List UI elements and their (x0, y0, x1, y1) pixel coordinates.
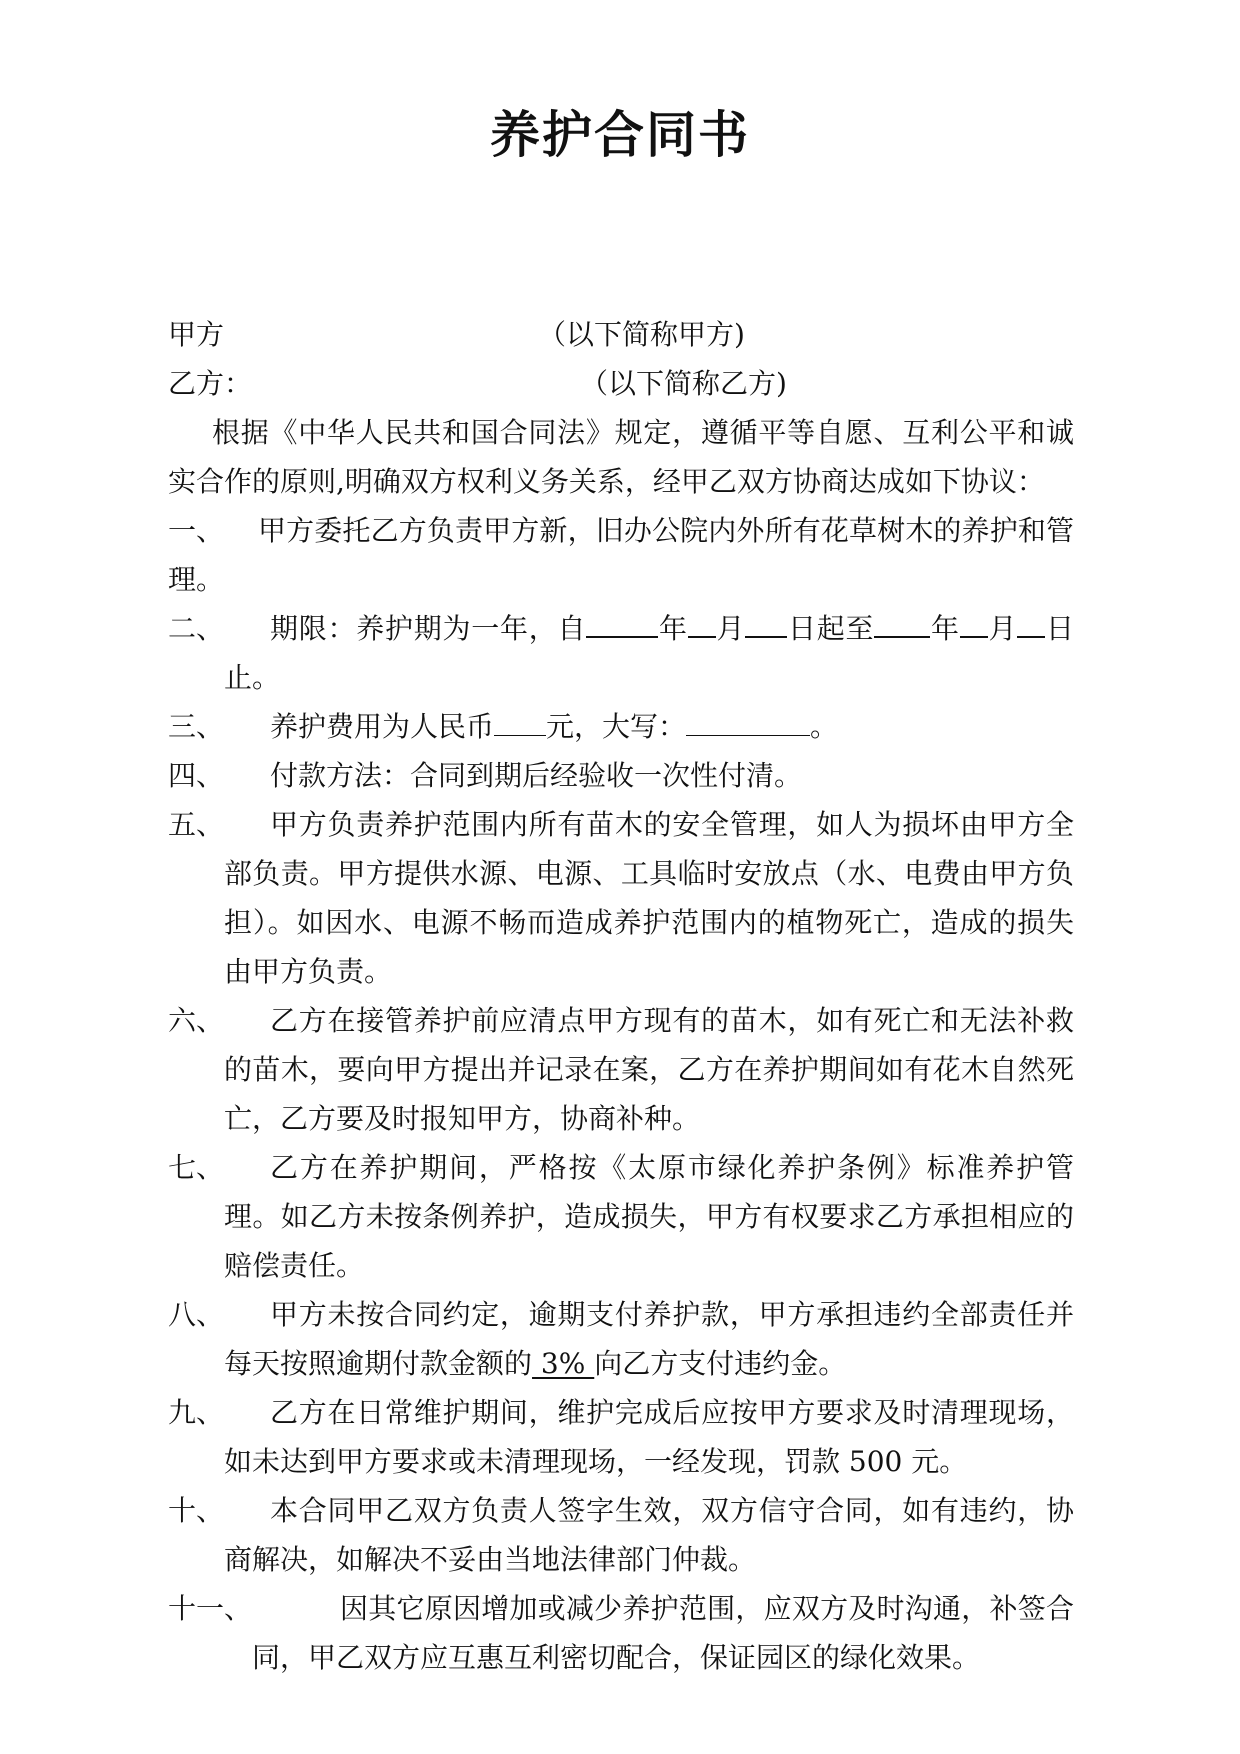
start-month-blank (688, 606, 716, 638)
clause-9 (168, 1388, 1074, 1486)
party-b-note: （以下简称乙方) (580, 367, 787, 400)
party-a-label: 甲方 (168, 318, 225, 351)
start-day-blank (745, 606, 787, 638)
clause-text: 乙方在日常维护期间，维护完成后应按甲方要求及时清理现场，如未达到甲方要求或未清理现场，一经发现，罚款 500 元。 (224, 1396, 1074, 1478)
party-a-line (168, 310, 1074, 359)
end-day-blank (1017, 606, 1045, 638)
clause-number: 三、 (168, 710, 225, 743)
clause-5 (168, 800, 1074, 996)
penalty-rate: 3% (532, 1347, 595, 1380)
clause-text: 甲方委托乙方负责甲方新，旧办公院内外所有花草树木的养护和管理。 (168, 514, 1074, 596)
intro-paragraph: 根据《中华人民共和国合同法》规定，遵循平等自愿、互利公平和诚实合作的原则,明确双方权利义务关系，经甲乙双方协商达成如下协议： (168, 416, 1074, 498)
clause-text: 养护费用为人民币 元，大写： 。 (224, 702, 1074, 751)
clause-number: 六、 (168, 1004, 225, 1037)
clause-text: 甲方负责养护范围内所有苗木的安全管理，如人为损坏由甲方全部负责。甲方提供水源、电源、工具临时安放点（水、电费由甲方负担）。如因水、电源不畅而造成养护范围内的植物死亡，造成的损失由甲方负责。 (224, 808, 1074, 988)
clause-number: 一、 (168, 514, 225, 547)
party-b-line (168, 359, 1074, 408)
party-b-label: 乙方： (168, 367, 253, 400)
clause-number: 四、 (168, 759, 225, 792)
clause-number: 二、 (168, 612, 225, 645)
clause-number: 十、 (168, 1494, 225, 1527)
amount-blank (494, 705, 546, 736)
clause-text: 乙方在养护期间，严格按《太原市绿化养护条例》标准养护管理。如乙方未按条例养护，造成损失，甲方有权要求乙方承担相应的赔偿责任。 (224, 1151, 1074, 1282)
clause-text: 因其它原因增加或减少养护范围，应双方及时沟通，补签合同，甲乙双方应互惠互利密切配合，保证园区的绿化效果。 (252, 1592, 1074, 1674)
clause-number: 十一、 (168, 1592, 253, 1625)
end-month-blank (960, 606, 988, 638)
clause-3 (168, 702, 1074, 751)
clause-text: 期限：养护期为一年，自 年 月 日起至 年 月 日止。 (224, 604, 1074, 702)
clause-number: 九、 (168, 1396, 225, 1429)
clause-2 (168, 604, 1074, 702)
clause-10 (168, 1486, 1074, 1584)
clause-6 (168, 996, 1074, 1143)
party-a-note: （以下简称甲方) (538, 318, 745, 351)
contract-body (168, 310, 1074, 1682)
clause-text: 付款方法：合同到期后经验收一次性付清。 (270, 759, 803, 792)
clause-4 (168, 751, 1074, 800)
amount-words-blank (686, 705, 810, 736)
clause-text: 甲方未按合同约定，逾期支付养护款，甲方承担违约全部责任并每天按照逾期付款金额的 3% 向乙方支付违约金。 (224, 1298, 1074, 1380)
clause-text: 乙方在接管养护前应清点甲方现有的苗木，如有死亡和无法补救的苗木，要向甲方提出并记录在案，乙方在养护期间如有花木自然死亡，乙方要及时报知甲方，协商补种。 (224, 1004, 1074, 1135)
document-title: 养护合同书 (490, 105, 750, 164)
clause-text: 本合同甲乙双方负责人签字生效，双方信守合同，如有违约，协商解决，如解决不妥由当地法律部门仲裁。 (224, 1494, 1074, 1576)
clause-1 (168, 506, 1074, 604)
clause-number: 八、 (168, 1298, 225, 1331)
clause-number: 五、 (168, 808, 225, 841)
clause-number: 七、 (168, 1151, 225, 1184)
clause-11 (168, 1584, 1074, 1682)
clause-7 (168, 1143, 1074, 1290)
clause-8 (168, 1290, 1074, 1388)
end-year-blank (874, 606, 930, 638)
start-year-blank (586, 606, 658, 638)
